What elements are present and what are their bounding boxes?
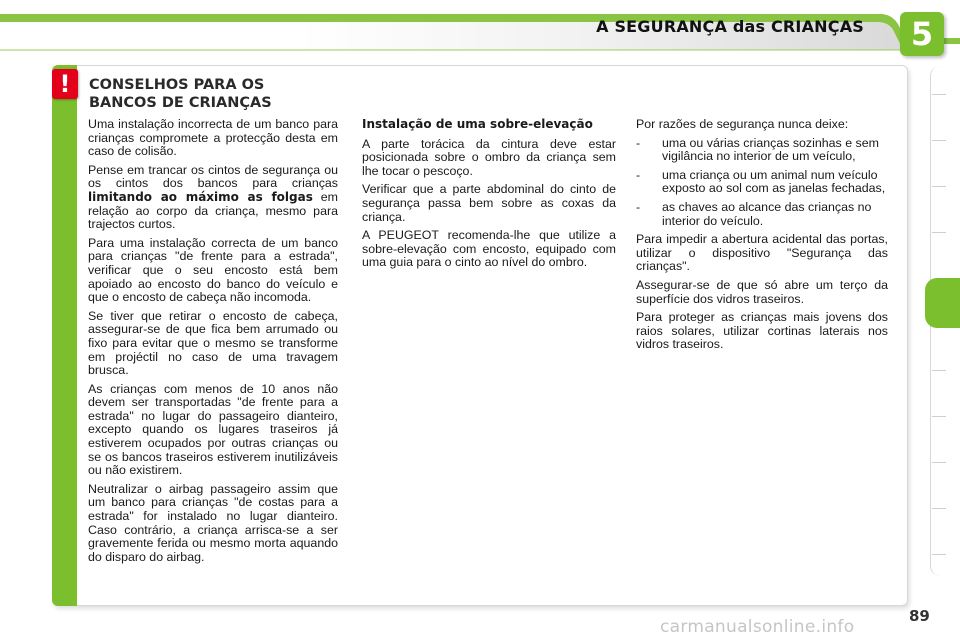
text: Pense em trancar os cintos de segurança ou os cintos dos bancos para crianças: [88, 162, 338, 191]
tab-divider: [932, 554, 946, 555]
paragraph: As crianças com menos de 10 anos não devem ser transportadas "de frente para a estrada" no lugar do passageiro dianteiro, excepto quando os lugares traseiros já estiverem ocupados por outras crianças ou se os bancos traseiros estiverem inutilizáveis ou não existirem.: [88, 381, 338, 478]
active-chapter-tab[interactable]: [925, 278, 960, 328]
list-item: [636, 137, 888, 164]
tab-divider: [932, 140, 946, 141]
list-item-text: uma ou várias crianças sozinhas e sem vigilância no interior de um veículo,: [662, 135, 879, 164]
tab-divider: [932, 370, 946, 371]
watermark: carmanualsonline.info: [660, 617, 855, 637]
column-1: [88, 118, 338, 569]
tab-divider: [932, 416, 946, 417]
section-title: [89, 76, 349, 112]
text: em relação ao corpo da criança, mesmo para trajectos curtos.: [88, 189, 338, 232]
paragraph: Para impedir a abertura acidental das portas, utilizar o dispositivo "Segurança das crianças".: [636, 232, 888, 274]
paragraph: A PEUGEOT recomenda-lhe que utilize a sobre-elevação com encosto, equipado com uma guia para o cinto ao nível do ombro.: [362, 228, 616, 270]
section-title-line2: BANCOS DE CRIANÇAS: [89, 95, 272, 111]
paragraph: Verificar que a parte abdominal do cinto de segurança passa bem sobre as coxas da criança.: [362, 182, 616, 224]
bullet-marker: -: [636, 199, 641, 214]
tab-divider: [932, 186, 946, 187]
list-item: [636, 201, 888, 228]
paragraph: Assegurar-se de que só abre um terço da superfície dos vidros traseiros.: [636, 277, 888, 306]
list-item-text: uma criança ou um animal num veículo exposto ao sol com as janelas fechadas,: [662, 167, 886, 196]
tab-divider: [932, 94, 946, 95]
paragraph: Para uma instalação correcta de um banco para crianças "de frente para a estrada", verificar que o seu encosto está bem apoiado ao encosto do banco do veículo e que o encosto de cabeça não incomoda.: [88, 235, 338, 305]
list-item: [636, 169, 888, 196]
tab-divider: [932, 462, 946, 463]
tab-divider: [932, 232, 946, 233]
paragraph: Neutralizar o airbag passageiro assim que um banco para crianças "de costas para a estrada" for instalado no lugar dianteiro. Caso contrário, a criança arrisca-se a ser gravemente ferida ou mesmo morta aquando do disparo do airbag.: [88, 481, 338, 564]
chapter-title: A SEGURANÇA das CRIANÇAS: [596, 17, 864, 36]
tab-divider: [932, 508, 946, 509]
panel-accent-strip: [52, 65, 77, 606]
warning-icon: !: [52, 69, 78, 99]
paragraph: Para proteger as crianças mais jovens dos raios solares, utilizar cortinas laterais nos vidros traseiros.: [636, 310, 888, 352]
paragraph: Uma instalação incorrecta de um banco para crianças compromete a protecção desta em caso de colisão.: [88, 117, 338, 159]
page-number: 89: [909, 607, 930, 625]
bullet-marker: -: [636, 135, 641, 150]
paragraph: Por razões de segurança nunca deixe:: [636, 117, 849, 131]
column-2: [362, 118, 616, 275]
paragraph: [88, 164, 338, 232]
section-title-line1: CONSELHOS PARA OS: [89, 77, 265, 93]
paragraph: A parte torácica da cintura deve estar posicionada sobre o ombro da criança sem lhe tocar o pescoço.: [362, 136, 616, 178]
subheading: Instalação de uma sobre-elevação: [362, 117, 593, 131]
paragraph: Se tiver que retirar o encosto de cabeça, assegurar-se de que fica bem arrumado ou fixo para evitar que o mesmo se transforme em projéctil no caso de uma travagem brusca.: [88, 308, 338, 378]
column-3: [636, 118, 888, 357]
chapter-number-badge: 5: [900, 12, 944, 56]
bullet-marker: -: [636, 167, 641, 182]
list-item-text: as chaves ao alcance das crianças no interior do veículo.: [662, 199, 872, 228]
emphasis-text: limitando ao máximo as folgas: [88, 189, 313, 204]
